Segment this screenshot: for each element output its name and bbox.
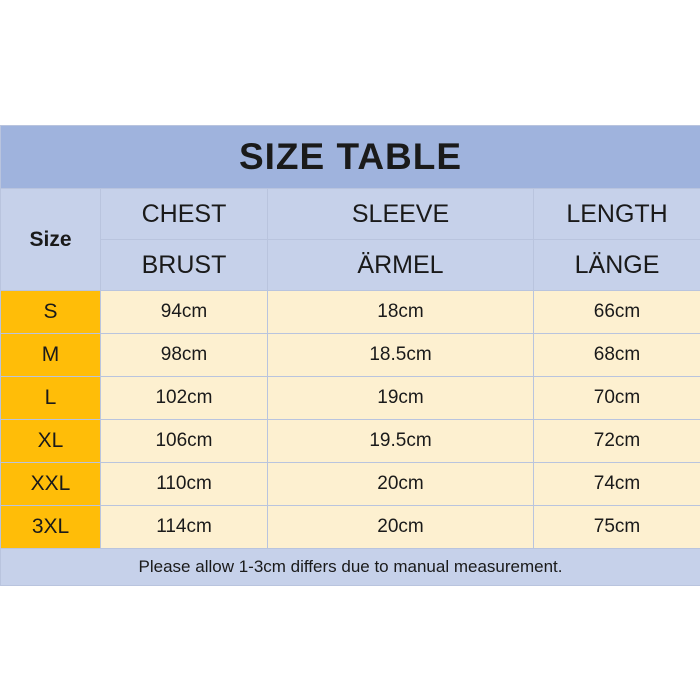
table-row (1, 420, 700, 463)
cell-sleeve: 20cm (268, 506, 534, 549)
cell-length: 75cm (534, 506, 700, 549)
page-title: SIZE TABLE (1, 126, 700, 189)
table-note-row (1, 549, 700, 586)
measurement-note: Please allow 1-3cm differs due to manual measurement. (1, 549, 700, 586)
cell-length: 74cm (534, 463, 700, 506)
cell-length: 72cm (534, 420, 700, 463)
cell-size: XXL (1, 463, 101, 506)
table-row (1, 377, 700, 420)
cell-chest: 102cm (101, 377, 268, 420)
table-title-row (1, 126, 700, 189)
header-chest-de: BRUST (101, 240, 268, 291)
size-table-container (0, 125, 700, 586)
cell-chest: 98cm (101, 334, 268, 377)
cell-length: 70cm (534, 377, 700, 420)
table-header-row-en (1, 189, 700, 240)
cell-size: M (1, 334, 101, 377)
table-header-row-de (1, 240, 700, 291)
cell-size: 3XL (1, 506, 101, 549)
cell-chest: 94cm (101, 291, 268, 334)
table-row (1, 463, 700, 506)
cell-sleeve: 19cm (268, 377, 534, 420)
cell-sleeve: 20cm (268, 463, 534, 506)
cell-sleeve: 19.5cm (268, 420, 534, 463)
size-table (0, 125, 700, 586)
cell-size: XL (1, 420, 101, 463)
cell-chest: 110cm (101, 463, 268, 506)
cell-size: L (1, 377, 101, 420)
header-sleeve-de: ÄRMEL (268, 240, 534, 291)
cell-sleeve: 18.5cm (268, 334, 534, 377)
cell-chest: 114cm (101, 506, 268, 549)
header-length-de: LÄNGE (534, 240, 700, 291)
table-row (1, 334, 700, 377)
cell-length: 68cm (534, 334, 700, 377)
table-row (1, 506, 700, 549)
cell-length: 66cm (534, 291, 700, 334)
cell-size: S (1, 291, 101, 334)
header-chest-en: CHEST (101, 189, 268, 240)
header-length-en: LENGTH (534, 189, 700, 240)
header-sleeve-en: SLEEVE (268, 189, 534, 240)
table-row (1, 291, 700, 334)
cell-sleeve: 18cm (268, 291, 534, 334)
size-column-label: Size (1, 189, 101, 291)
cell-chest: 106cm (101, 420, 268, 463)
